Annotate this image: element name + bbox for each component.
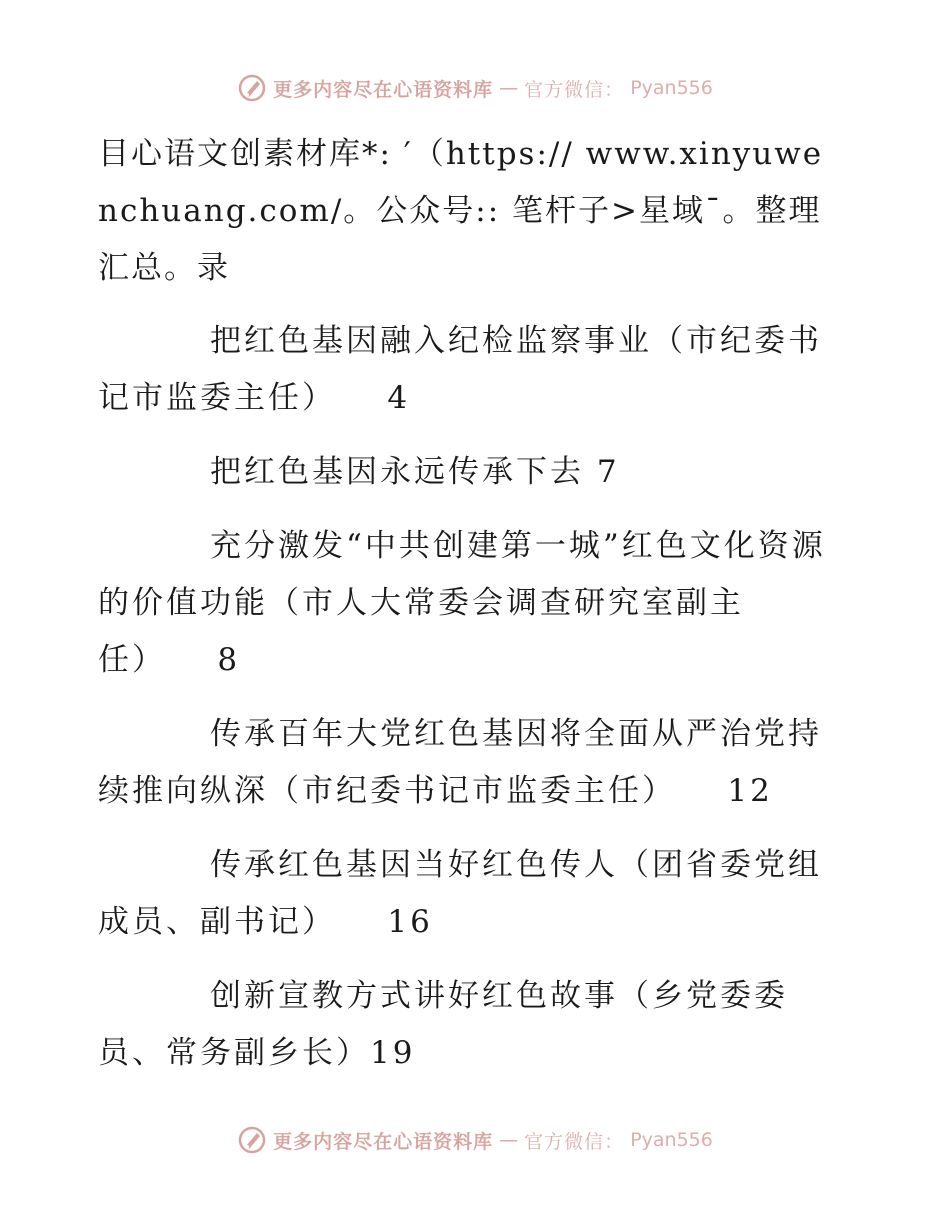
toc-entry bbox=[98, 444, 838, 501]
toc-entry-title: 传承百年大党红色基因将全面从严治党持续推向纵深（市纪委书记市监委主任） bbox=[98, 716, 822, 809]
toc-entry-title: 创新宣教方式讲好红色故事（乡党委委员、常务副乡长） bbox=[98, 978, 788, 1071]
toc-entry bbox=[98, 313, 838, 427]
watermark-wechat-id: Pyan556 bbox=[630, 1129, 713, 1151]
watermark-wechat-label: 官方微信： bbox=[524, 1130, 625, 1153]
toc-entry-page: 16 bbox=[387, 904, 433, 940]
toc-entry-page: 7 bbox=[596, 454, 620, 490]
watermark-separator: — bbox=[499, 1129, 519, 1151]
watermark-separator: — bbox=[499, 77, 519, 99]
watermark-header bbox=[0, 71, 950, 105]
pen-logo-icon bbox=[237, 1125, 267, 1155]
watermark-footer bbox=[0, 1123, 950, 1157]
toc-entry bbox=[98, 706, 838, 820]
toc-entry bbox=[98, 968, 838, 1082]
toc-entry-title: 传承红色基因当好红色传人（团省委党组成员、副书记） bbox=[98, 847, 822, 940]
toc-entry-page: 8 bbox=[217, 642, 241, 678]
toc-entry-title: 把红色基因融入纪检监察事业（市纪委书记市监委主任） bbox=[98, 323, 822, 416]
watermark-main-text: 更多内容尽在心语资料库 bbox=[273, 1130, 494, 1153]
document-header-text: 目心语文创素材库*: ′（https:// www.xinyuwenchuang.com/。公众号:: 笔杆子>星域¯。整理汇总。录 bbox=[98, 136, 824, 286]
toc-entry bbox=[98, 518, 838, 689]
watermark-wechat-label: 官方微信： bbox=[524, 78, 625, 101]
document-body bbox=[98, 126, 838, 1099]
toc-entry-page: 19 bbox=[370, 1035, 416, 1071]
watermark-wechat-id: Pyan556 bbox=[630, 77, 713, 99]
toc-entry-page: 4 bbox=[387, 380, 411, 416]
toc-entry-title: 把红色基因永远传承下去 bbox=[210, 454, 584, 490]
toc-entry-page: 12 bbox=[727, 773, 773, 809]
toc-entry-title: 充分激发“中共创建第一城”红色文化资源的价值功能（市人大常委会调查研究室副主任） bbox=[98, 528, 826, 678]
pen-logo-icon bbox=[237, 73, 267, 103]
toc-entry bbox=[98, 837, 838, 951]
watermark-main-text: 更多内容尽在心语资料库 bbox=[273, 78, 494, 101]
